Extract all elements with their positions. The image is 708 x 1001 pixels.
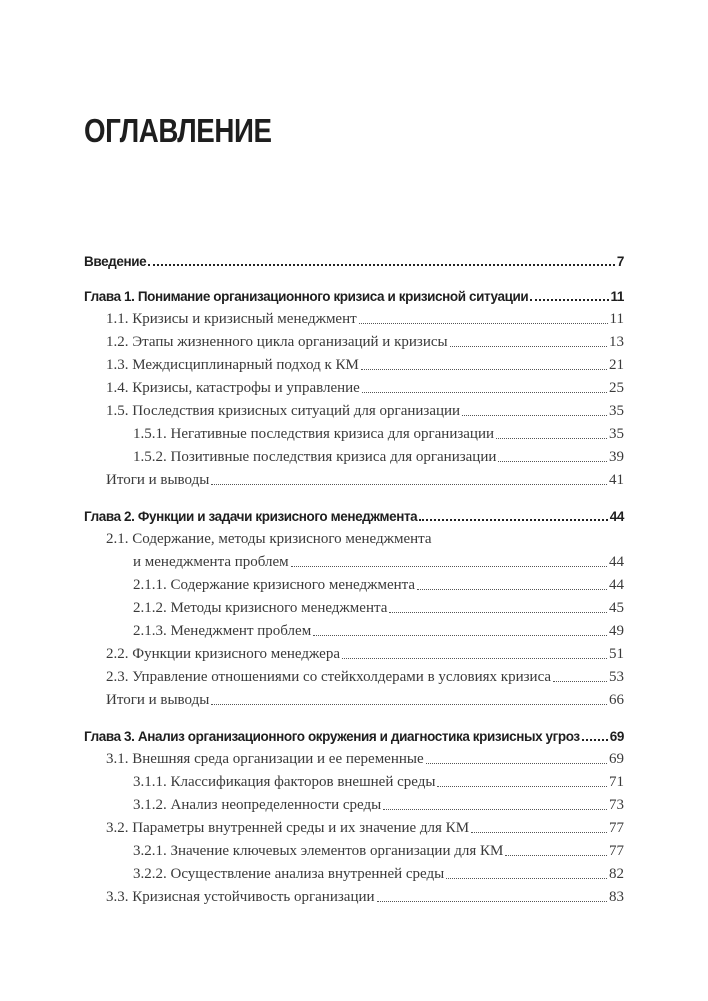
entry-label: 3.3. Кризисная устойчивость организации bbox=[106, 889, 375, 905]
toc-entry-ch2-summary[interactable] bbox=[106, 692, 624, 709]
toc-entry-ch1-summary[interactable] bbox=[106, 472, 624, 489]
entry-page: 69 bbox=[609, 729, 624, 744]
toc-entry-2-3[interactable] bbox=[106, 669, 624, 686]
dot-leader bbox=[530, 299, 608, 301]
entry-label: и менеджмента проблем bbox=[133, 554, 289, 570]
entry-page: 35 bbox=[609, 426, 624, 442]
dot-leader bbox=[148, 264, 615, 266]
dot-leader bbox=[389, 612, 607, 613]
entry-page: 44 bbox=[609, 509, 624, 524]
dot-leader bbox=[498, 461, 607, 462]
dot-leader bbox=[211, 704, 607, 705]
entry-label: 1.5.1. Негативные последствия кризиса для организации bbox=[133, 426, 495, 442]
toc-entry-2-1[interactable] bbox=[133, 554, 624, 571]
toc-entry-introduction[interactable] bbox=[84, 254, 624, 269]
toc-entry-3-1[interactable] bbox=[106, 751, 624, 768]
entry-label: 2.2. Функции кризисного менеджера bbox=[106, 646, 340, 662]
entry-label: 2.1.1. Содержание кризисного менеджмента bbox=[133, 577, 416, 593]
entry-label: 1.5.2. Позитивные последствия кризиса для организации bbox=[133, 449, 497, 465]
dot-leader bbox=[377, 901, 607, 902]
toc-entry-1-4[interactable] bbox=[106, 380, 624, 397]
entry-label: Введение bbox=[84, 254, 147, 269]
dot-leader bbox=[342, 658, 607, 659]
toc-entry-3-1-2[interactable] bbox=[133, 797, 624, 814]
dot-leader bbox=[446, 878, 607, 879]
entry-page: 49 bbox=[609, 623, 624, 639]
entry-label: 3.1.2. Анализ неопределенности среды bbox=[133, 797, 382, 813]
toc-entry-2-1-1[interactable] bbox=[133, 577, 624, 594]
toc-entry-1-1[interactable] bbox=[106, 311, 624, 328]
entry-page: 73 bbox=[609, 797, 624, 813]
dot-leader bbox=[437, 786, 607, 787]
dot-leader bbox=[582, 739, 608, 741]
entry-label: 1.2. Этапы жизненного цикла организаций и кризисы bbox=[106, 334, 448, 350]
entry-page: 66 bbox=[609, 692, 624, 708]
toc-entry-chapter-2[interactable] bbox=[84, 509, 624, 524]
dot-leader bbox=[417, 589, 607, 590]
dot-leader bbox=[419, 519, 607, 521]
dot-leader bbox=[450, 346, 607, 347]
entry-label: Итоги и выводы bbox=[106, 692, 210, 708]
page-title: ОГЛАВЛЕНИЕ bbox=[84, 112, 272, 149]
entry-label: 1.1. Кризисы и кризисный менеджмент bbox=[106, 311, 357, 327]
entry-page: 69 bbox=[609, 751, 624, 767]
toc-entry-1-3[interactable] bbox=[106, 357, 624, 374]
entry-label: Итоги и выводы bbox=[106, 472, 210, 488]
entry-page: 41 bbox=[609, 472, 624, 488]
dot-leader bbox=[553, 681, 607, 682]
dot-leader bbox=[496, 438, 607, 439]
entry-page: 53 bbox=[609, 669, 624, 685]
toc-entry-3-2-1[interactable] bbox=[133, 843, 624, 860]
dot-leader bbox=[462, 415, 607, 416]
toc-entry-1-5-1[interactable] bbox=[133, 426, 624, 443]
entry-page: 77 bbox=[609, 843, 624, 859]
entry-page: 13 bbox=[609, 334, 624, 350]
dot-leader bbox=[359, 323, 608, 324]
entry-page: 77 bbox=[609, 820, 624, 836]
toc-entry-2-1-2[interactable] bbox=[133, 600, 624, 617]
entry-page: 11 bbox=[610, 289, 624, 304]
toc-entry-2-1-3[interactable] bbox=[133, 623, 624, 640]
entry-label: 2.1.2. Методы кризисного менеджмента bbox=[133, 600, 388, 616]
toc-entry-1-5-2[interactable] bbox=[133, 449, 624, 466]
entry-label: Глава 1. Понимание организационного кризиса и кризисной ситуации bbox=[84, 289, 529, 304]
entry-label: 3.2. Параметры внутренней среды и их значение для КМ bbox=[106, 820, 470, 836]
entry-page: 51 bbox=[609, 646, 624, 662]
entry-label: Глава 3. Анализ организационного окружения и диагностика кризисных угроз bbox=[84, 729, 580, 744]
toc-entry-2-1-line1[interactable]: 2.1. Содержание, методы кризисного менеджмента bbox=[106, 531, 432, 547]
dot-leader bbox=[291, 566, 607, 567]
toc-entry-3-1-1[interactable] bbox=[133, 774, 624, 791]
toc-entry-2-2[interactable] bbox=[106, 646, 624, 663]
dot-leader bbox=[505, 855, 607, 856]
entry-page: 44 bbox=[609, 577, 624, 593]
toc-entry-1-5[interactable] bbox=[106, 403, 624, 420]
entry-label: 2.1.3. Менеджмент проблем bbox=[133, 623, 312, 639]
entry-label: 1.4. Кризисы, катастрофы и управление bbox=[106, 380, 360, 396]
entry-page: 25 bbox=[609, 380, 624, 396]
toc-entry-chapter-3[interactable] bbox=[84, 729, 624, 744]
toc-entry-1-2[interactable] bbox=[106, 334, 624, 351]
entry-page: 21 bbox=[609, 357, 624, 373]
entry-page: 44 bbox=[609, 554, 624, 570]
entry-page: 71 bbox=[609, 774, 624, 790]
dot-leader bbox=[383, 809, 607, 810]
entry-label: 1.3. Междисциплинарный подход к КМ bbox=[106, 357, 359, 373]
entry-page: 39 bbox=[609, 449, 624, 465]
entry-label: 3.2.2. Осуществление анализа внутренней среды bbox=[133, 866, 445, 882]
entry-label: 3.1.1. Классификация факторов внешней среды bbox=[133, 774, 436, 790]
toc-entry-3-2[interactable] bbox=[106, 820, 624, 837]
entry-page: 35 bbox=[609, 403, 624, 419]
toc-entry-chapter-1[interactable] bbox=[84, 289, 624, 304]
dot-leader bbox=[362, 392, 607, 393]
toc-entry-3-2-2[interactable] bbox=[133, 866, 624, 883]
entry-label: 3.2.1. Значение ключевых элементов организации для КМ bbox=[133, 843, 504, 859]
entry-label: Глава 2. Функции и задачи кризисного менеджмента bbox=[84, 509, 418, 524]
entry-page: 11 bbox=[609, 311, 624, 327]
dot-leader bbox=[211, 484, 607, 485]
entry-page: 83 bbox=[609, 889, 624, 905]
dot-leader bbox=[313, 635, 607, 636]
entry-label: 2.3. Управление отношениями со стейкхолдерами в условиях кризиса bbox=[106, 669, 552, 685]
entry-page: 7 bbox=[616, 254, 624, 269]
entry-label: 3.1. Внешняя среда организации и ее переменные bbox=[106, 751, 424, 767]
dot-leader bbox=[426, 763, 607, 764]
entry-page: 82 bbox=[609, 866, 624, 882]
entry-page: 45 bbox=[609, 600, 624, 616]
entry-label: 1.5. Последствия кризисных ситуаций для организации bbox=[106, 403, 461, 419]
dot-leader bbox=[471, 832, 607, 833]
dot-leader bbox=[361, 369, 607, 370]
toc-entry-3-3[interactable] bbox=[106, 889, 624, 906]
